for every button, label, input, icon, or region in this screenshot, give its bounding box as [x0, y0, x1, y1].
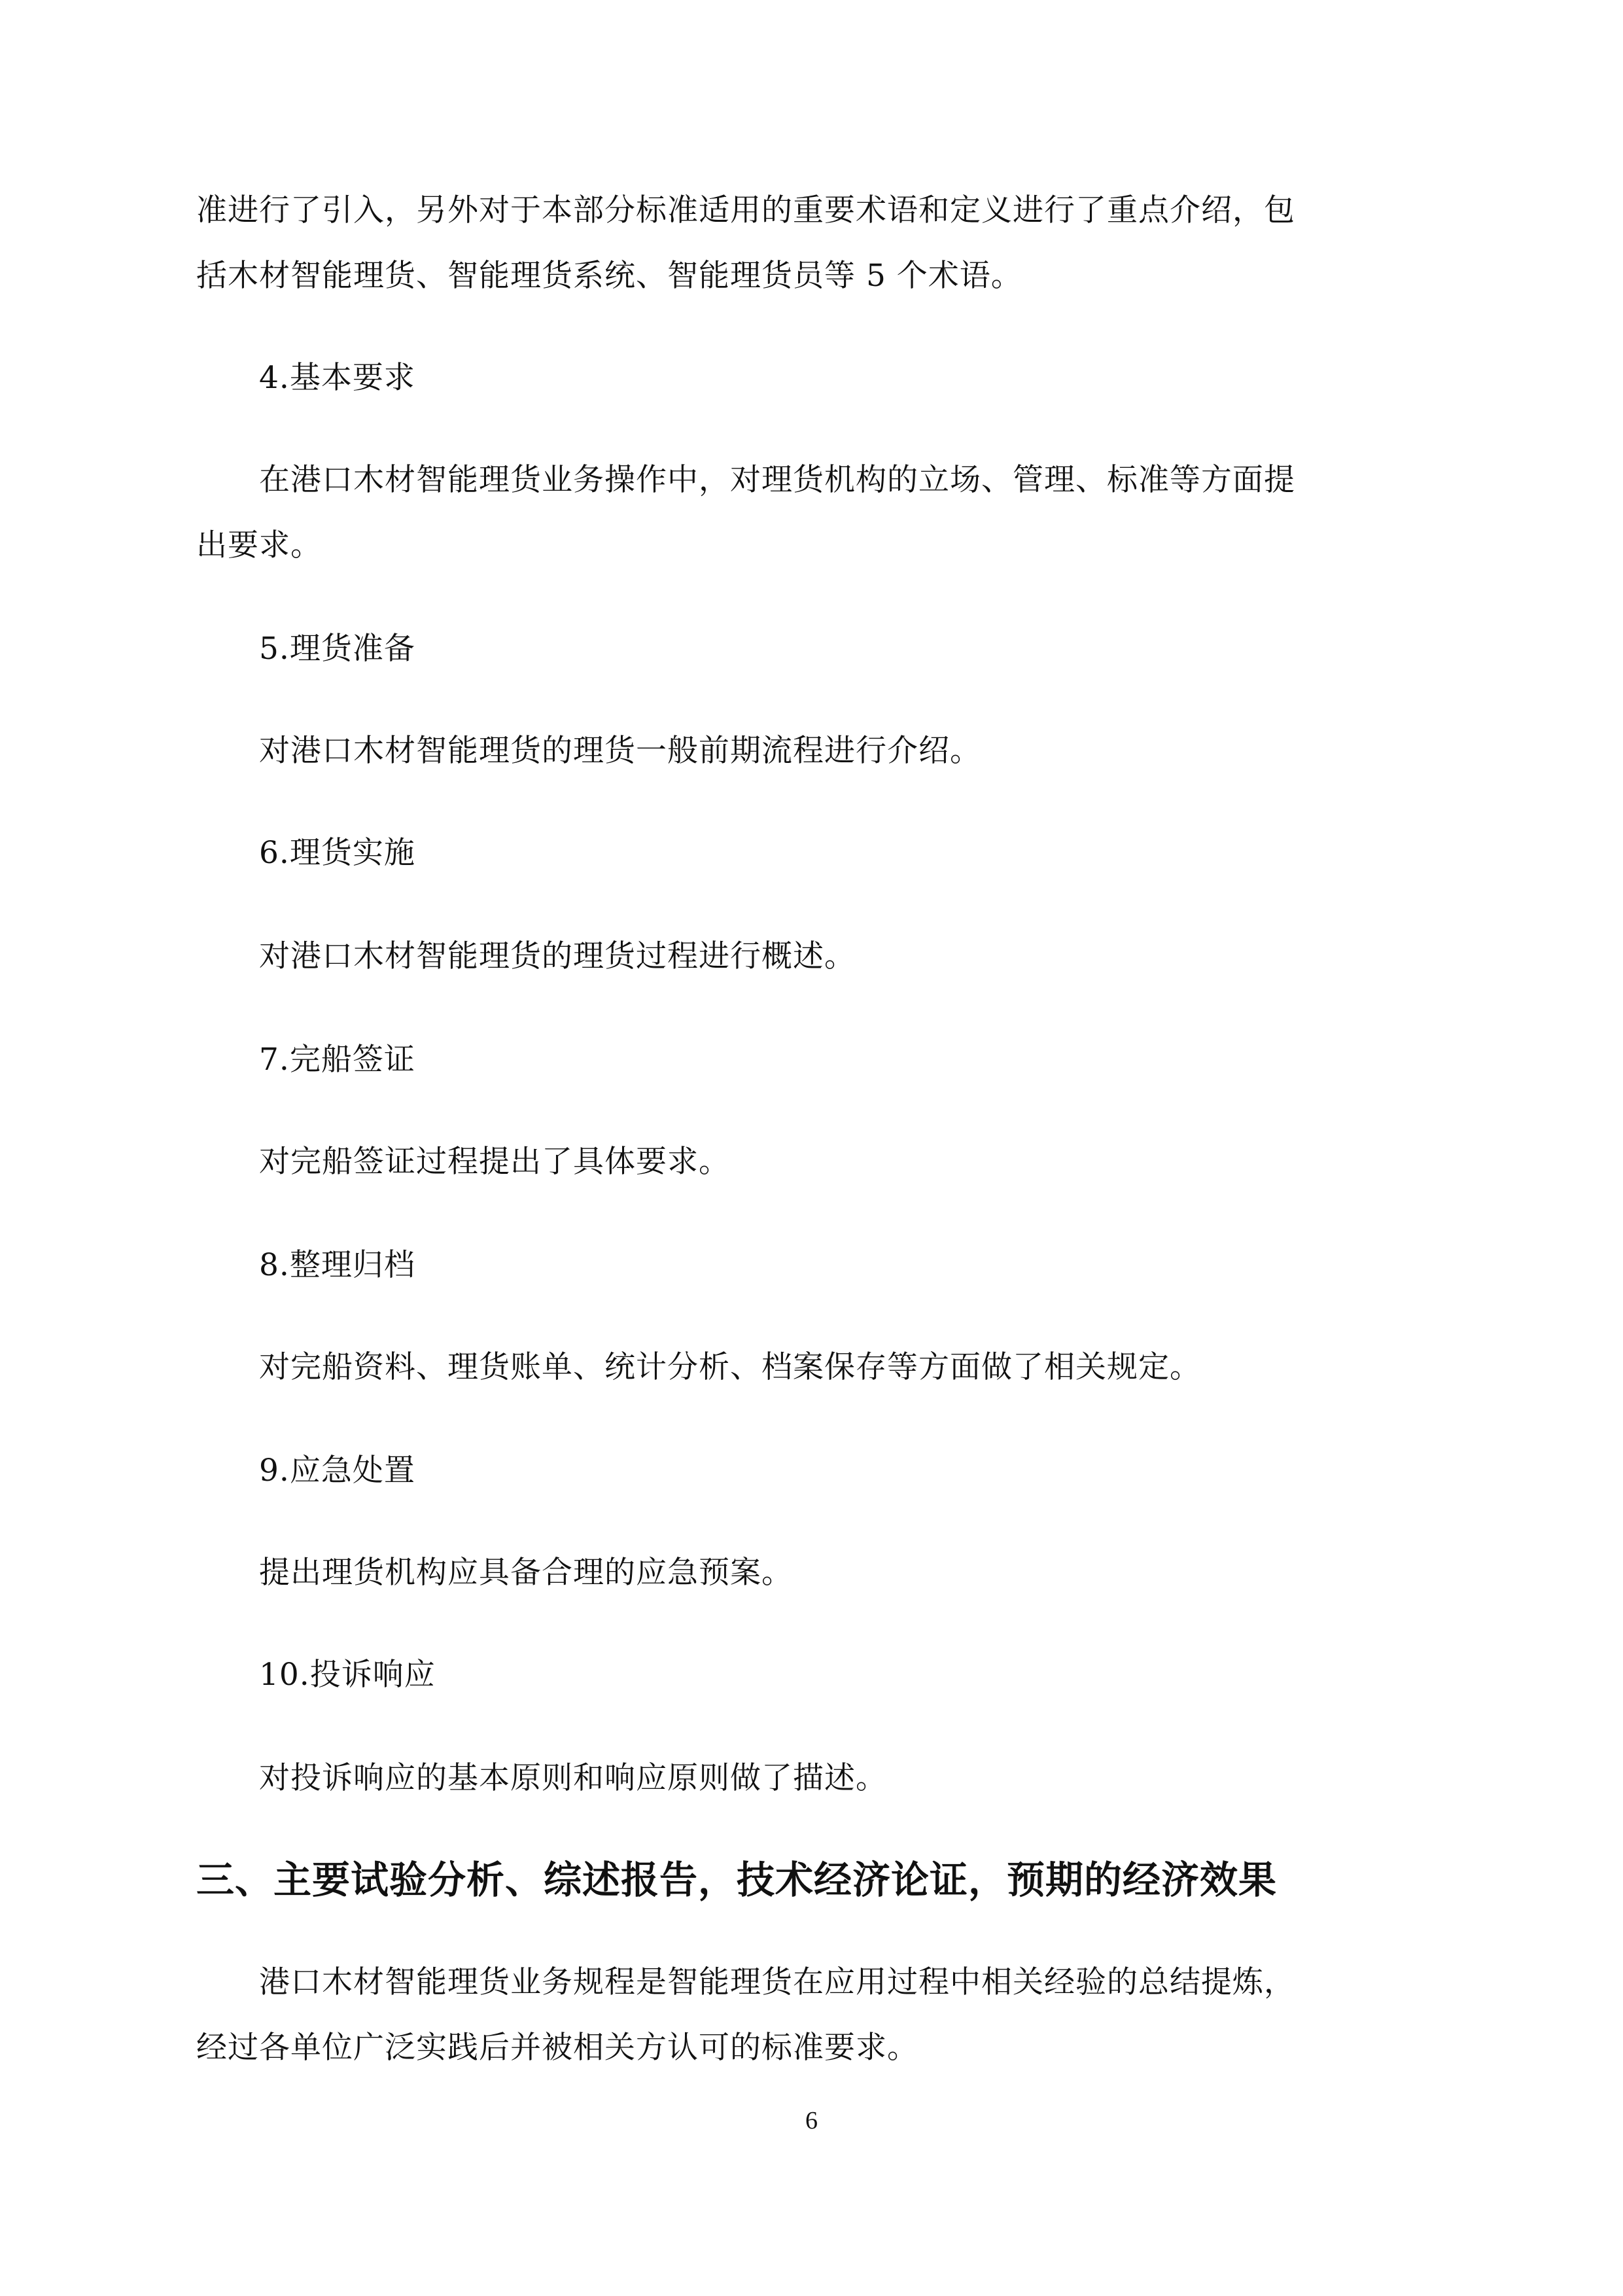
chapter-heading: 三、主要试验分析、综述报告，技术经济论证，预期的经济效果 [196, 1858, 1278, 1902]
section-text: 在港口木材智能理货业务操作中，对理货机构的立场、管理、标准等方面提 [259, 462, 1295, 498]
page-number: 6 [805, 2107, 818, 2134]
section-text: 对完船签证过程提出了具体要求。 [259, 1144, 730, 1180]
paragraph-line: 经过各单位广泛实践后并被相关方认可的标准要求。 [196, 2030, 918, 2066]
section-title: 10.投诉响应 [259, 1657, 436, 1693]
paragraph-line: 括木材智能理货、智能理货系统、智能理货员等 5 个术语。 [196, 258, 1022, 294]
section-title: 5.理货准备 [259, 631, 415, 667]
section-text: 对投诉响应的基本原则和响应原则做了描述。 [259, 1760, 887, 1796]
section-text: 出要求。 [196, 527, 322, 563]
section-text: 对完船资料、理货账单、统计分析、档案保存等方面做了相关规定。 [259, 1349, 1201, 1385]
section-title: 7.完船签证 [259, 1042, 415, 1078]
section-title: 9.应急处置 [259, 1453, 415, 1489]
section-title: 8.整理归档 [259, 1247, 415, 1283]
section-title: 6.理货实施 [259, 835, 415, 871]
paragraph-line: 港口木材智能理货业务规程是智能理货在应用过程中相关经验的总结提炼， [259, 1964, 1295, 2000]
section-text: 提出理货机构应具备合理的应急预案。 [259, 1555, 793, 1591]
section-title: 4.基本要求 [259, 360, 415, 396]
section-text: 对港口木材智能理货的理货一般前期流程进行介绍。 [259, 733, 981, 769]
paragraph-line: 准进行了引入，另外对于本部分标准适用的重要术语和定义进行了重点介绍，包 [196, 192, 1295, 228]
section-text: 对港口木材智能理货的理货过程进行概述。 [259, 938, 856, 974]
